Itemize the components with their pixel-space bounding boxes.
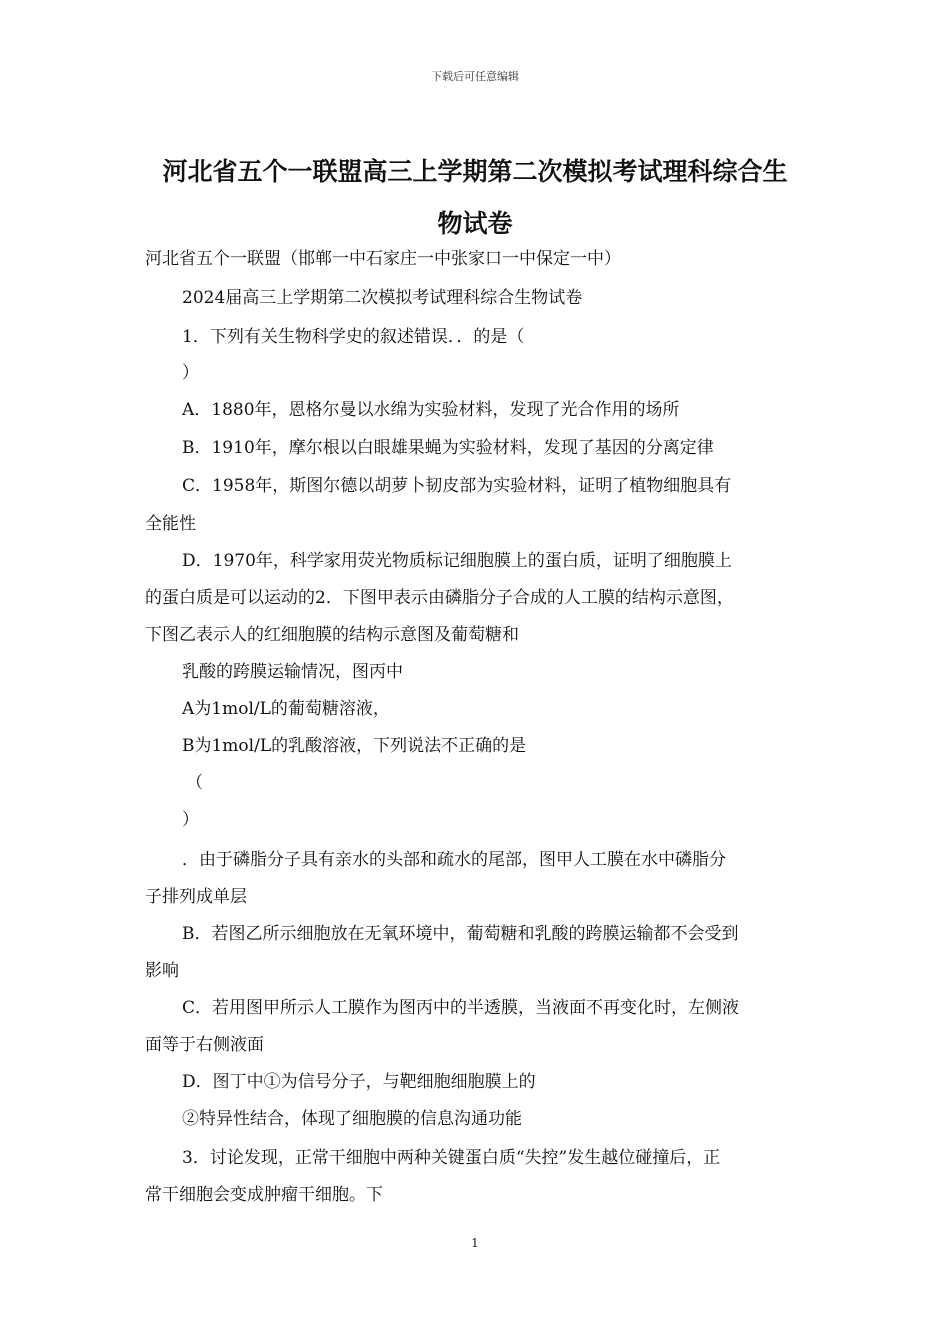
question-2-bracket-close: ） (182, 810, 199, 830)
question-2-option-a: ．由于磷脂分子具有亲水的头部和疏水的尾部，图甲人工膜在水中磷脂分 (182, 850, 726, 870)
question-2-stem-line-4: A为1mol/L的葡萄糖溶液， (182, 699, 390, 719)
document-title-line-2: 物试卷 (437, 209, 513, 238)
question-3-stem-line-2: 常干细胞会变成肿瘤干细胞。下 (145, 1185, 383, 1205)
exam-name-line: 2024届高三上学期第二次模拟考试理科综合生物试卷 (182, 288, 583, 308)
question-2-stem-line-5: B为1mol/L的乳酸溶液，下列说法不正确的是 (182, 736, 527, 756)
page-number: 1 (471, 1236, 479, 1250)
question-3-stem-line-1: 3．讨论发现，正常干细胞中两种关键蛋白质“失控”发生越位碰撞后，正 (182, 1148, 721, 1168)
question-2-bracket-open: （ (186, 773, 203, 793)
header-note: 下载后可任意编辑 (431, 70, 519, 83)
question-1-option-b: B．1910年，摩尔根以白眼雄果蝇为实验材料，发现了基因的分离定律 (182, 438, 714, 458)
question-1-option-a: A．1880年，恩格尔曼以水绵为实验材料，发现了光合作用的场所 (182, 400, 680, 420)
school-alliance-line: 河北省五个一联盟（邯郸一中石家庄一中张家口一中保定一中） (145, 249, 621, 269)
question-2-option-d-cont: ②特异性结合，体现了细胞膜的信息沟通功能 (182, 1109, 522, 1129)
question-1-bracket: ） (182, 363, 199, 383)
question-2-option-d: D．图丁中①为信号分子，与靶细胞细胞膜上的 (182, 1072, 536, 1092)
question-2-option-b: B．若图乙所示细胞放在无氧环境中，葡萄糖和乳酸的跨膜运输都不会受到 (182, 924, 739, 944)
question-1-option-c-cont: 全能性 (145, 514, 196, 534)
question-1-option-c: C．1958年，斯图尔德以胡萝卜韧皮部为实验材料，证明了植物细胞具有 (182, 476, 732, 496)
question-1-option-d: D．1970年，科学家用荧光物质标记细胞膜上的蛋白质，证明了细胞膜上 (182, 551, 732, 571)
question-2-option-a-cont: 子排列成单层 (145, 887, 247, 907)
question-2-option-c-cont: 面等于右侧液面 (145, 1035, 264, 1055)
question-2-option-c: C．若用图甲所示人工膜作为图丙中的半透膜，当液面不再变化时，左侧液 (182, 998, 740, 1018)
question-2-stem-line-3: 乳酸的跨膜运输情况，图丙中 (182, 662, 403, 682)
question-2-stem-line-2: 下图乙表示人的红细胞膜的结构示意图及葡萄糖和 (145, 625, 519, 645)
question-2-stem-line-1: 的蛋白质是可以运动的2．下图甲表示由磷脂分子合成的人工膜的结构示意图， (145, 588, 734, 608)
question-2-option-b-cont: 影响 (145, 961, 179, 981)
document-title-line-1: 河北省五个一联盟高三上学期第二次模拟考试理科综合生 (162, 157, 788, 186)
question-1-stem: 1．下列有关生物科学史的叙述错误．．的是（ (182, 327, 525, 347)
